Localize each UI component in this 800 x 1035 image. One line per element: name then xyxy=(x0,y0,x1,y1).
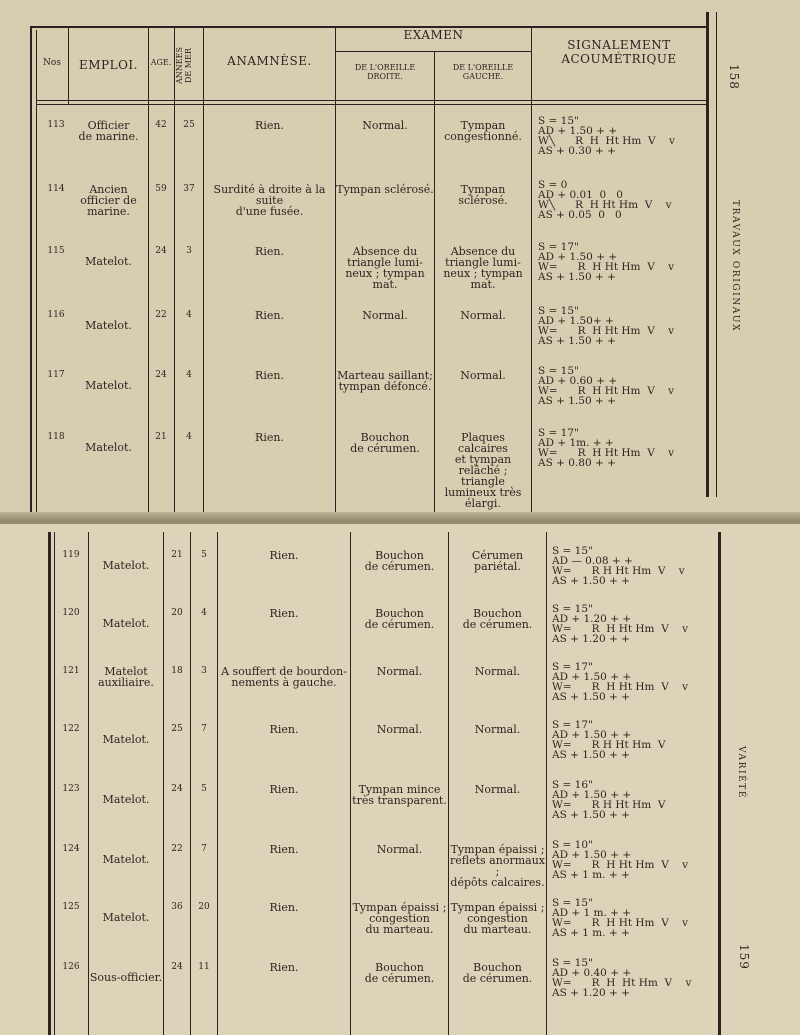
row-anamnese: Rien. xyxy=(255,245,284,258)
row-annees-mer: 11 xyxy=(198,962,210,972)
col-div-gauche-b xyxy=(546,532,547,1035)
row-signalement: S = 15" AD — 0.08 + + W= R H Ht Hm V v AS + 1.50 + + xyxy=(552,545,685,587)
row-oreille-droite: Bouchon de cérumen. xyxy=(364,549,435,573)
row-annees-mer: 4 xyxy=(201,608,207,618)
row-oreille-droite: Bouchon de cérumen. xyxy=(364,961,435,985)
row-signalement: S = 15" AD + 1.50 + + W╲ R H Ht Hm V v AS + 0.30 + + xyxy=(538,115,675,157)
row-signalement: S = 10" AD + 1.50 + + W= R H Ht Hm V v AS + 1 m. + + xyxy=(552,839,689,881)
row-annees-mer: 5 xyxy=(201,784,207,794)
row-age: 21 xyxy=(171,550,183,560)
row-oreille-gauche: Cérumen pariétal. xyxy=(471,549,524,573)
row-number: 115 xyxy=(47,246,65,256)
row-anamnese: Surdité à droite à la suite d'une fusée. xyxy=(213,183,326,218)
row-oreille-gauche: Normal. xyxy=(474,783,521,796)
row-emploi: Officier de marine. xyxy=(78,119,139,143)
row-signalement: S = 15" AD + 1.50+ + W= R H Ht Hm V v AS + 1.50 + + xyxy=(538,305,675,347)
table-border-left xyxy=(30,26,32,516)
page-number-top: 158 xyxy=(727,64,741,90)
row-oreille-gauche: Bouchon de cérumen. xyxy=(462,607,533,631)
row-emploi: Matelot. xyxy=(102,911,150,924)
row-annees-mer: 7 xyxy=(201,844,207,854)
row-age: 22 xyxy=(171,844,183,854)
row-annees-mer: 3 xyxy=(186,246,192,256)
row-emploi: Matelot. xyxy=(102,617,150,630)
row-emploi: Ancien officier de marine. xyxy=(80,183,137,218)
row-anamnese: A souffert de bourdon- nements à gauche. xyxy=(221,665,347,689)
row-signalement: S = 17" AD + 1.50 + + W= R H Ht Hm V AS + 1.50 + + xyxy=(552,719,666,761)
row-age: 24 xyxy=(171,962,183,972)
table-border-left-inner xyxy=(36,30,37,516)
row-oreille-droite: Normal. xyxy=(362,119,408,132)
header-oreille-droite: DE L'OREILLE DROITE. xyxy=(354,63,416,81)
table-border-right xyxy=(706,12,709,497)
row-oreille-droite: Tympan sclérosé. xyxy=(336,183,434,196)
row-anamnese: Rien. xyxy=(255,369,284,382)
row-number: 117 xyxy=(47,370,65,380)
row-oreille-gauche: Tympan épaissi ; congestion du marteau. xyxy=(450,901,545,936)
row-number: 121 xyxy=(62,666,80,676)
row-annees-mer: 3 xyxy=(201,666,207,676)
row-emploi: Matelot. xyxy=(85,255,132,268)
row-oreille-gauche: Normal. xyxy=(460,309,506,322)
row-oreille-droite: Normal. xyxy=(376,665,423,678)
row-signalement: S = 15" AD + 1.20 + + W= R H Ht Hm V v AS + 1.20 + + xyxy=(552,603,689,645)
row-oreille-gauche: Tympan épaissi ; reflets anormaux ; dépôts calcaires. xyxy=(450,843,545,889)
row-number: 122 xyxy=(62,724,80,734)
header-anamnese: ANAMNÈSE. xyxy=(227,54,312,68)
row-oreille-droite: Bouchon de cérumen. xyxy=(364,607,435,631)
row-oreille-droite: Tympan mince très transparent. xyxy=(352,783,447,807)
row-age: 36 xyxy=(171,902,183,912)
row-age: 59 xyxy=(155,184,167,194)
col-div-num-b xyxy=(88,532,89,1035)
row-annees-mer: 5 xyxy=(201,550,207,560)
row-annees-mer: 4 xyxy=(186,370,192,380)
row-oreille-gauche: Normal. xyxy=(474,723,521,736)
examen-rule xyxy=(335,51,531,52)
row-oreille-gauche: Normal. xyxy=(474,665,521,678)
header-oreille-gauche: DE L'OREILLE GAUCHE. xyxy=(452,63,514,81)
row-number: 116 xyxy=(47,310,65,320)
row-anamnese: Rien. xyxy=(269,961,299,974)
page-159 xyxy=(0,524,800,1035)
row-signalement: S = 17" AD + 1.50 + + W= R H Ht Hm V v AS + 1.50 + + xyxy=(552,661,689,703)
header-rule-2 xyxy=(36,104,708,105)
row-age: 24 xyxy=(155,370,167,380)
header-examen: EXAMEN xyxy=(403,28,464,42)
running-head-bottom: VARIÉTÉ xyxy=(736,746,746,800)
row-anamnese: Rien. xyxy=(269,607,299,620)
row-emploi: Matelot. xyxy=(85,319,132,332)
header-age: AGE. xyxy=(150,58,172,67)
row-signalement: S = 17" AD + 1.50 + + W= R H Ht Hm V v AS + 1.50 + + xyxy=(538,241,675,283)
row-oreille-gauche: Tympan sclérosé. xyxy=(458,183,508,207)
row-emploi: Matelot auxiliaire. xyxy=(98,665,154,689)
header-num: Nos xyxy=(43,58,61,68)
row-anamnese: Rien. xyxy=(269,901,299,914)
row-signalement: S = 15" AD + 1 m. + + W= R H Ht Hm V v AS + 1 m. + + xyxy=(552,897,689,939)
row-signalement: S = 15" AD + 0.60 + + W= R H Ht Hm V v AS + 1.50 + + xyxy=(538,365,675,407)
row-anamnese: Rien. xyxy=(255,309,284,322)
row-anamnese: Rien. xyxy=(269,843,299,856)
row-number: 119 xyxy=(62,550,80,560)
row-number: 113 xyxy=(47,120,65,130)
row-number: 123 xyxy=(62,784,80,794)
row-age: 22 xyxy=(155,310,167,320)
row-annees-mer: 4 xyxy=(186,432,192,442)
row-emploi: Matelot. xyxy=(102,853,150,866)
row-signalement: S = 16" AD + 1.50 + + W= R H Ht Hm V AS + 1.50 + + xyxy=(552,779,666,821)
row-oreille-droite: Bouchon de cérumen. xyxy=(350,431,420,455)
row-age: 42 xyxy=(155,120,167,130)
row-oreille-droite: Tympan épaissi ; congestion du marteau. xyxy=(352,901,447,936)
row-anamnese: Rien. xyxy=(255,431,284,444)
row-oreille-gauche: Normal. xyxy=(460,369,506,382)
row-annees-mer: 37 xyxy=(183,184,195,194)
row-oreille-droite: Normal. xyxy=(376,723,423,736)
row-emploi: Sous-officier. xyxy=(89,971,163,984)
row-number: 118 xyxy=(47,432,65,442)
row-age: 24 xyxy=(171,784,183,794)
row-oreille-droite: Absence du triangle lumi- neux ; tympan mat. xyxy=(345,245,425,291)
header-signalement: SIGNALEMENT ACOUMÉTRIQUE xyxy=(561,38,677,66)
row-signalement: S = 0 AD + 0.01 0 0 W╲ R H Ht Hm V v AS + 0.05 0 0 xyxy=(538,179,672,221)
row-number: 120 xyxy=(62,608,80,618)
row-oreille-gauche: Plaques calcaires et tympan relâché ; triangle lumineux très élargi. xyxy=(444,431,522,510)
row-annees-mer: 4 xyxy=(186,310,192,320)
row-oreille-droite: Normal. xyxy=(376,843,423,856)
row-annees-mer: 25 xyxy=(183,120,195,130)
row-emploi: Matelot. xyxy=(85,441,132,454)
row-number: 126 xyxy=(62,962,80,972)
row-emploi: Matelot. xyxy=(85,379,132,392)
row-anamnese: Rien. xyxy=(269,783,299,796)
row-annees-mer: 20 xyxy=(198,902,210,912)
header-emploi: EMPLOI. xyxy=(79,58,138,72)
row-number: 125 xyxy=(62,902,80,912)
row-oreille-droite: Normal. xyxy=(362,309,408,322)
row-oreille-droite: Marteau saillant; tympan défoncé. xyxy=(337,369,433,393)
header-annees: ANNÉES DE MER xyxy=(175,47,193,85)
table-border-left-bottom xyxy=(48,532,51,1035)
row-anamnese: Rien. xyxy=(269,723,299,736)
table-border-right-bottom xyxy=(718,532,721,1035)
row-anamnese: Rien. xyxy=(269,549,299,562)
row-signalement: S = 17" AD + 1m. + + W= R H Ht Hm V v AS + 0.80 + + xyxy=(538,427,675,469)
row-emploi: Matelot. xyxy=(102,559,150,572)
table-border-top xyxy=(30,26,709,28)
col-div-emploi xyxy=(148,28,149,516)
row-oreille-gauche: Absence du triangle lumi- neux ; tympan mat. xyxy=(443,245,523,291)
row-signalement: S = 15" AD + 0.40 + + W= R H Ht Hm V v AS + 1.20 + + xyxy=(552,957,692,999)
header-rule-1 xyxy=(36,100,708,101)
row-emploi: Matelot. xyxy=(102,733,150,746)
row-oreille-gauche: Bouchon de cérumen. xyxy=(462,961,533,985)
row-age: 18 xyxy=(171,666,183,676)
row-age: 24 xyxy=(155,246,167,256)
row-annees-mer: 7 xyxy=(201,724,207,734)
row-oreille-gauche: Tympan congestionné. xyxy=(444,119,522,143)
running-head-top: TRAVAUX ORIGINAUX xyxy=(730,200,740,333)
row-number: 114 xyxy=(47,184,65,194)
row-anamnese: Rien. xyxy=(255,119,284,132)
row-age: 25 xyxy=(171,724,183,734)
col-div-age xyxy=(174,28,175,516)
row-emploi: Matelot. xyxy=(102,793,150,806)
row-age: 21 xyxy=(155,432,167,442)
row-age: 20 xyxy=(171,608,183,618)
page-number-bottom: 159 xyxy=(737,944,751,970)
row-number: 124 xyxy=(62,844,80,854)
table-border-right-outer xyxy=(716,12,717,497)
col-div-gauche xyxy=(531,28,532,516)
